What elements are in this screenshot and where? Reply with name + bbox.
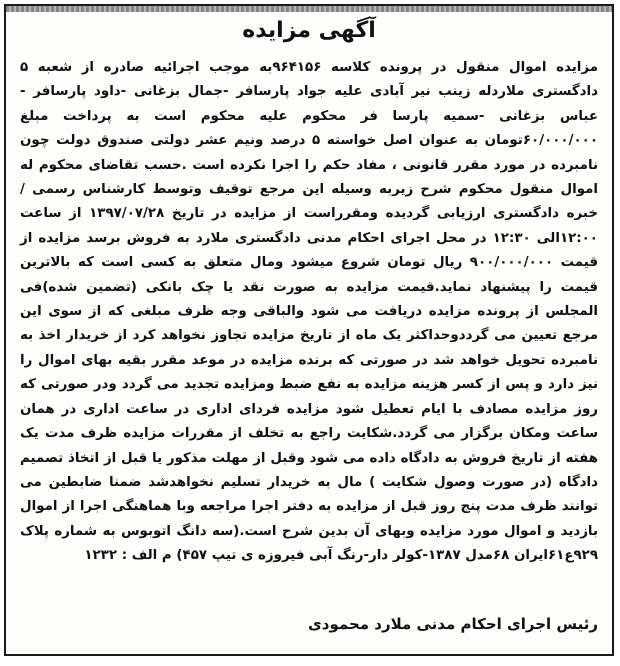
notice-body	[20, 56, 598, 569]
notice-frame	[4, 4, 614, 656]
top-border-rule	[6, 6, 612, 12]
notice-body-text: مزایده اموال منقول در پرونده کلاسه ۹۶۴۱۵۶به موجب اجرائیه صادره از شعبه ۵ دادگستری ملاردله زینب نیر آبادی علیه جواد پارسافر -جمال بزغانی -داود پارسافر - عباس بزغانی -سمیه پارسا فر محکوم علیه محکوم است به پرداخت مبلغ ۶۰/۰۰۰/۰۰۰تومان به عنوان اصل خواسته ۵ درصد ونیم عشر دولتی صندوق دولت چون نامبرده در مورد مقرر قانونی ، مفاد حکم را اجرا نکرده است .حسب تقاضای محکوم له اموال منقول محکوم شرح زیربه وسیله این مرجع توقیف وتوسط کارشناس رسمی / خبره دادگستری ارزیابی گردیده ومقرراست از مزایده در تاریخ ۱۳۹۷/۰۷/۲۸ از ساعت ۱۲:۰۰الی ۱۲:۳۰ در محل اجرای احکام مدنی دادگستری ملارد به فروش برسد مزایده از قیمت ۹۰۰/۰۰۰/۰۰۰ ریال تومان شروع میشود ومال متعلق به کسی است که بالاترین قیمت را پیشنهاد نماید.قیمت مزایده به صورت نقد یا چک بانکی (تضمین شده)فی المجلس از پرونده مزایده دریافت می شود والباقی وجه ظرف مبلغی که از سوی این مرجع تعیین می گرددوحداکثر یک ماه از تاریخ مزایده تجاوز نخواهد کرد از خریدار اخذ به نامبرده تحویل خواهد شد در صورتی که برنده مزایده در موعد مقرر بقیه بهای اموال را نیز دارد و پس از کسر هزینه مزایده به نفع ضبط ومزایده تجدید می گردد ودر صورتی که روز مزایده مصادف با ایام تعطیل شود مزایده فردای اداری در ساعت اداری در همان ساعت ومکان برگزار می گردد.شکایت راجع به تخلف از مقررات مزایده ظرف مدت یک هفته از تاریخ فروش به دادگاه داده می شود وقبل از مهلت مذکور یا قبل از اتخاذ تصمیم دادگاه (در صورت وصول شکایت ) مال به خریدار تسلیم نخواهدشد ضمنا ضابطین می توانند ظرف مدت پنج روز قبل از مزایده به دفتر اجرا مراجعه وبا هماهنگی اجرا از اموال بازدید و اموال مورد مزایده وبهای آن بدین شرح است.(سه دانگ اتوبوس به شماره پلاک ۹۲۹ع۶۱ایران ۶۸مدل ۱۳۸۷-کولر دار-رنگ آبی فیروزه ی تیپ ۴۵۷) م الف : ۱۲۳۲	[20, 60, 599, 564]
notice-title: آگهی مزایده	[242, 18, 376, 43]
notice-signature: رئیس اجرای احکام مدنی ملارد محمودی	[308, 615, 598, 633]
